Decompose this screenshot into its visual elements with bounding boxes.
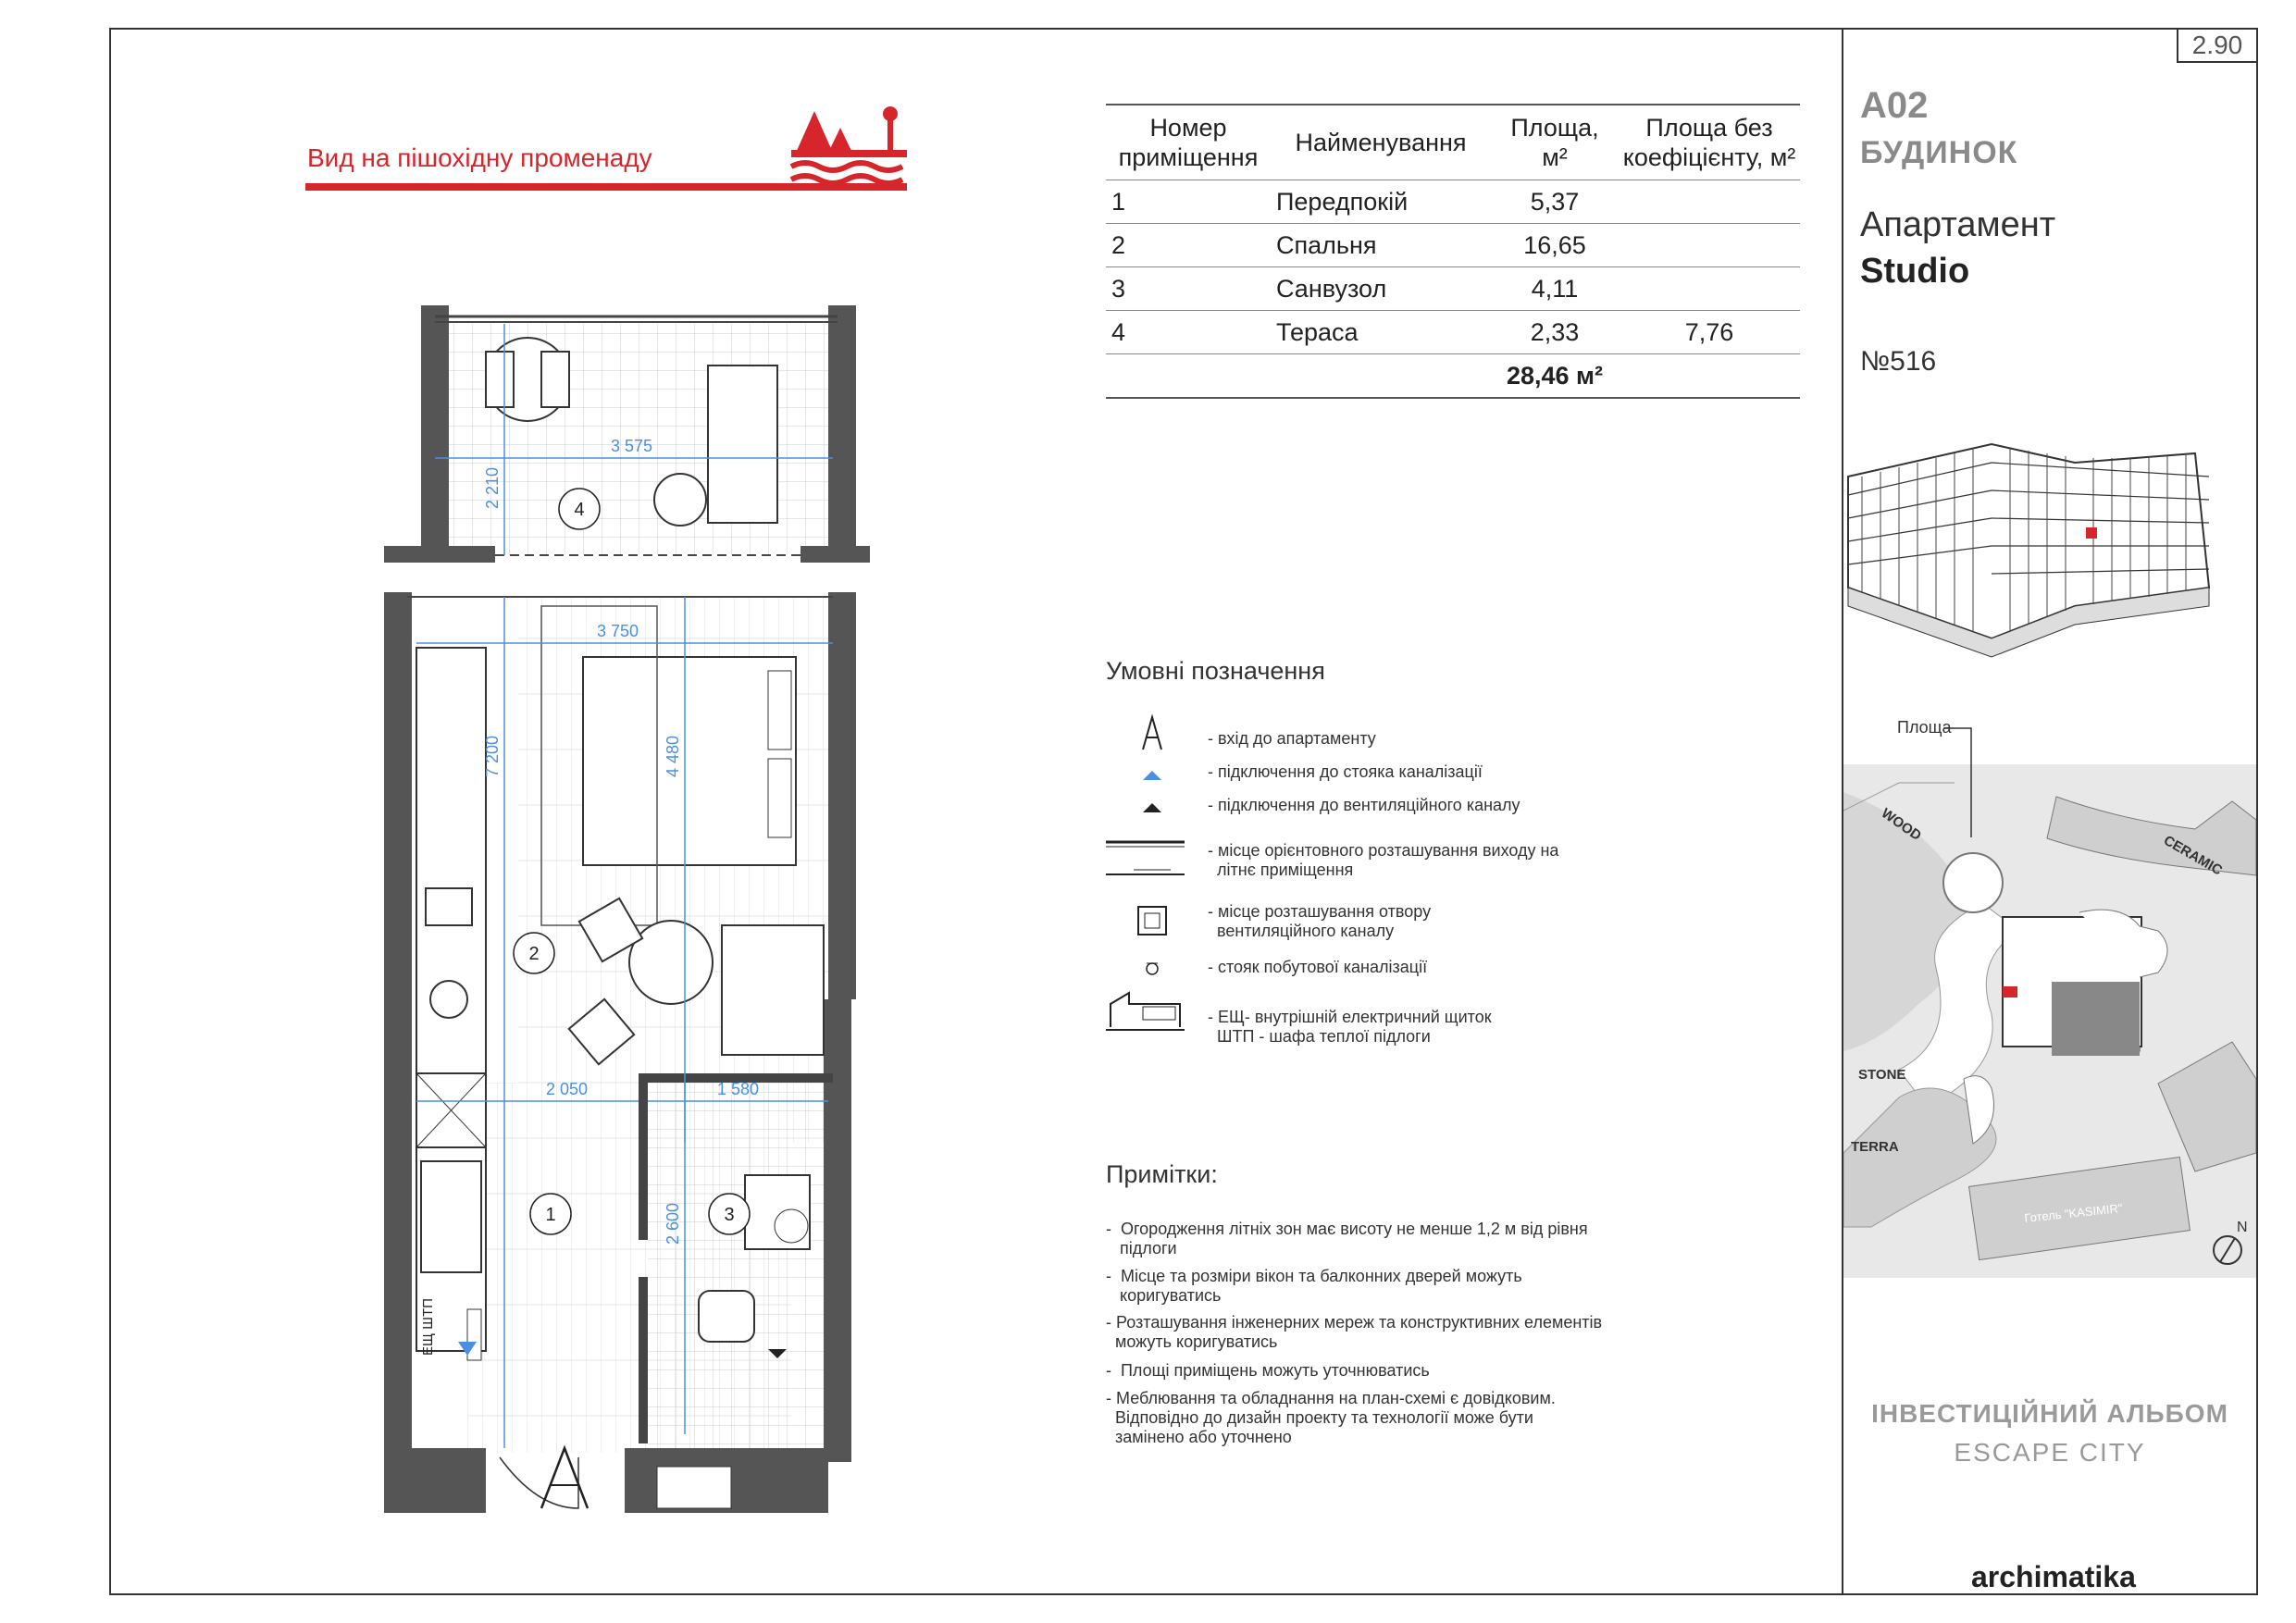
table-row: 2 Спальня 16,65 xyxy=(1106,224,1800,267)
dim-label: 3 575 xyxy=(611,437,653,455)
note-item: - Площі приміщень можуть уточнюватись xyxy=(1106,1361,1430,1380)
view-caption: Вид на пішохідну променаду xyxy=(307,143,652,172)
album-subtitle: ESCAPE CITY xyxy=(1954,1438,2146,1467)
table-row: 3 Санвузол 4,11 xyxy=(1106,267,1800,311)
hotel-label: Готель "KASIMIR" xyxy=(2023,1200,2124,1225)
apartment-name: Studio xyxy=(1860,252,1970,291)
square-leader-line xyxy=(1943,722,1980,842)
legend-icons xyxy=(1106,708,1208,1050)
page-number: 2.90 xyxy=(2177,28,2258,63)
north-label: N xyxy=(2237,1220,2248,1235)
note-item: - Меблювання та обладнання на план-схемі є довідковим. Відповідно до дизайн проекту та технології може бути замінено або уточнено xyxy=(1106,1389,1556,1446)
dim-label: 7 200 xyxy=(483,735,502,777)
legend-item: - місце орієнтовного розташування виходу на літнє приміщення xyxy=(1208,841,1559,879)
site-map xyxy=(1843,764,2256,1278)
dim-label: 4 480 xyxy=(664,735,682,777)
col-number: Номер приміщення xyxy=(1106,105,1271,180)
vent-opening-icon xyxy=(1138,907,1166,935)
legend-item: - підключення до вентиляційного каналу xyxy=(1208,796,1520,814)
col-area-no-coef: Площа без коефіцієнту, м² xyxy=(1619,105,1800,180)
block-label: БУДИНОК xyxy=(1860,135,2018,170)
col-area: Площа, м² xyxy=(1491,105,1619,180)
table-row: 4 Тераса 2,33 7,76 xyxy=(1106,311,1800,354)
square-label: Площа xyxy=(1897,718,1952,737)
rooms-table xyxy=(1106,104,1800,399)
room-number: 1 xyxy=(545,1205,556,1225)
floor-plan xyxy=(379,278,879,1518)
legend-item: - вхід до апартаменту xyxy=(1208,729,1376,748)
dim-label: 3 750 xyxy=(597,622,639,640)
room-number: 2 xyxy=(528,944,540,964)
legend-title: Умовні позначення xyxy=(1106,657,1325,685)
dim-label: 1 580 xyxy=(717,1080,760,1098)
album-title: ІНВЕСТИЦІЙНИЙ АЛЬБОМ xyxy=(1871,1399,2228,1428)
street-label: TERRA xyxy=(1851,1139,1899,1155)
dim-label: 2 050 xyxy=(546,1080,589,1098)
block-code: A02 xyxy=(1860,85,1929,126)
legend-item: - місце розташування отвору вентиляційного каналу xyxy=(1208,902,1432,940)
note-item: - Розташування інженерних мереж та конструктивних елементів можуть коригуватись xyxy=(1106,1313,1603,1351)
table-total-row xyxy=(1106,354,1800,399)
legend-item: - підключення до стояка каналізації xyxy=(1208,762,1483,781)
building-illustration xyxy=(1843,440,2214,685)
note-item: - Огородження літніх зон має висоту не менше 1,2 м від рівня підлоги xyxy=(1106,1220,1588,1258)
apartment-type: Апартамент xyxy=(1860,205,2056,244)
apartment-number: №516 xyxy=(1860,346,1937,377)
promenade-icon xyxy=(787,102,912,190)
notes-title: Примітки: xyxy=(1106,1160,1218,1188)
dim-label: 2 210 xyxy=(483,466,502,509)
room-number: 4 xyxy=(574,500,585,520)
dim-label: 2 600 xyxy=(664,1202,682,1245)
panel-label: ЕЩ ШТП xyxy=(420,1298,436,1356)
entrance-arrow-icon xyxy=(1143,717,1161,750)
table-row: 1 Передпокій 5,37 xyxy=(1106,180,1800,224)
room-number: 3 xyxy=(724,1205,735,1225)
legend-item: - ЕЩ- внутрішній електричний щиток ШТП - шафа теплої підлоги xyxy=(1208,1008,1492,1046)
col-name: Найменування xyxy=(1271,105,1491,180)
sewer-riser-icon xyxy=(1147,963,1158,974)
electric-panel-icon xyxy=(1106,993,1185,1030)
note-item: - Місце та розміри вікон та балконних дверей можуть коригуватись xyxy=(1106,1267,1522,1305)
archimatika-logo: archimatika xyxy=(1971,1560,2136,1593)
street-label: CERAMIC xyxy=(2161,832,2226,879)
street-label: WOOD xyxy=(1878,805,1925,844)
vent-triangle-icon xyxy=(1143,803,1161,812)
summer-exit-icon xyxy=(1106,842,1185,874)
sewer-triangle-icon xyxy=(1143,771,1161,780)
legend-item: - стояк побутової каналізації xyxy=(1208,958,1428,976)
total-area: 28,46 м² xyxy=(1491,354,1619,399)
street-label: STONE xyxy=(1858,1067,1906,1083)
